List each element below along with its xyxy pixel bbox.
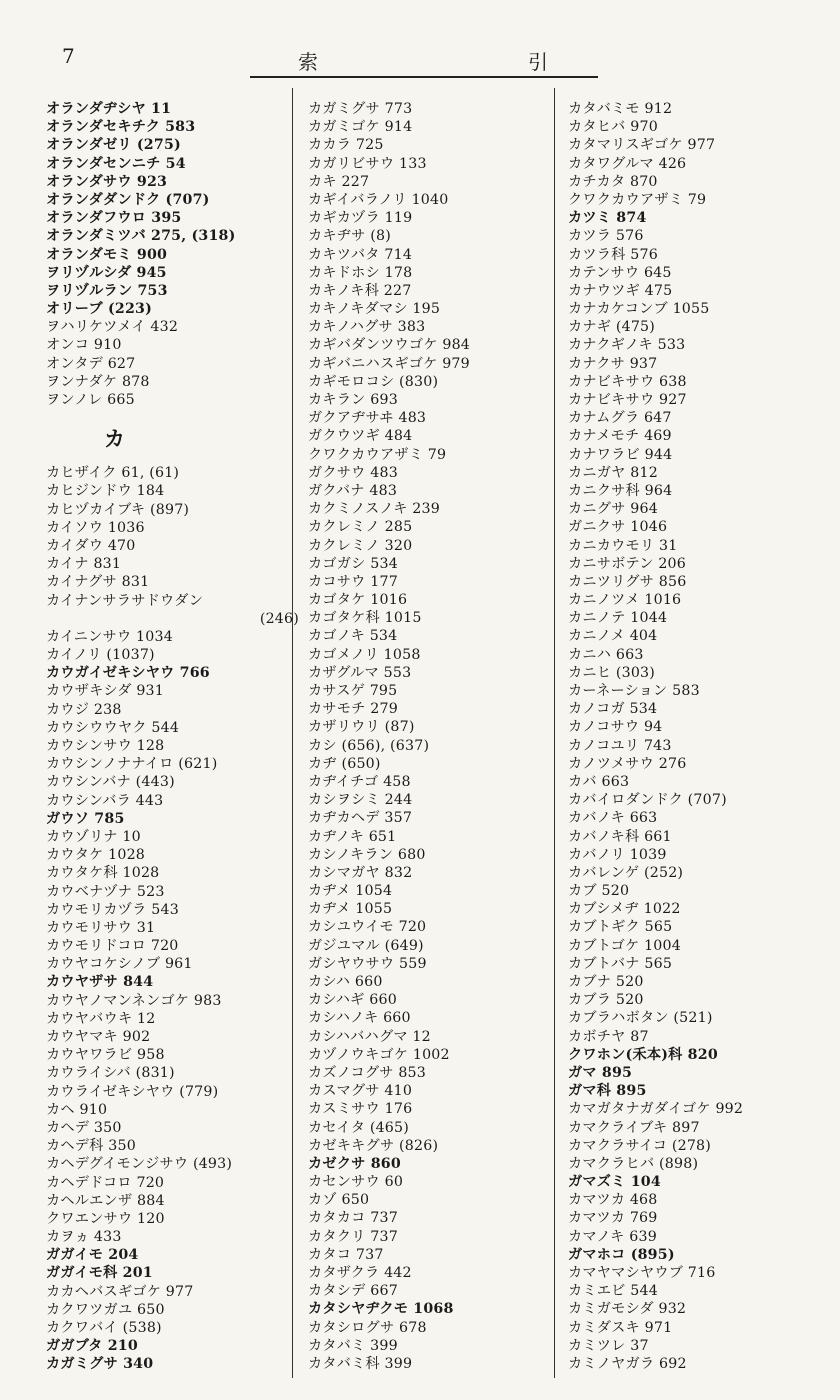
index-entry: オランダヂシヤ 11 [46,101,172,117]
index-entry: カマクライブキ 897 [568,1119,700,1136]
index-entry: カニグサ 964 [568,501,658,518]
index-entry-continuation: (246) [259,610,299,627]
index-entry: カシユウイモ 720 [308,919,427,936]
index-entry: カニノメ 404 [568,628,658,645]
index-entry: カギイバラノリ 1040 [308,191,449,208]
index-entry: カニヒ (303) [568,664,656,681]
index-entry: カニガヤ 812 [568,464,658,481]
index-entry: カイノリ (1037) [46,647,155,664]
index-entry: カクワバイ (538) [46,1320,162,1336]
index-entry: カサモチ 279 [308,701,398,718]
index-entry: カヲヵ 433 [46,1229,122,1246]
index-entry: カキラン 693 [308,392,398,408]
index-entry: カナメモチ 469 [568,428,672,445]
index-entry: オンコ 910 [46,337,122,354]
index-entry: カイソウ 1036 [46,519,145,536]
index-entry: クワクカウアザミ 79 [568,191,707,208]
index-entry: カゴメノリ 1058 [308,646,421,663]
index-entry: カキノハグサ 383 [308,319,426,336]
index-entry: カゴタケ科 1015 [308,610,422,627]
index-entry: カガミゴケ 914 [308,119,413,136]
index-entry: カタカコ 737 [308,1210,398,1227]
index-entry: カブラハボタン (521) [568,1010,713,1027]
index-entry: カバノキ 663 [568,810,658,827]
index-entry: カガリビサウ 133 [308,155,427,172]
index-entry: カヂメ 1055 [308,901,393,918]
index-entry: カーネーション 583 [568,683,700,699]
index-entry: カザグルマ 553 [308,664,412,681]
index-entry: カテンサウ 645 [568,264,672,281]
index-entry: カクレミノ 320 [308,537,413,554]
index-entry: カブナ 520 [568,974,644,990]
index-entry: カゴノキ 534 [308,628,398,645]
index-entry: カバレンゲ (252) [568,864,684,881]
index-entry: カザリウリ (87) [308,719,415,736]
entry-group-o [46,100,301,409]
index-entry: ガガブタ 210 [46,1338,138,1355]
index-entry: カウモリカヅラ 543 [46,901,179,918]
section-heading-ka: カ [104,426,125,452]
index-entry: カマヤマシヤウブ 716 [568,1265,716,1281]
index-entry: オランダセンニチ 54 [46,155,186,172]
index-entry: カタヒバ 970 [568,119,658,136]
index-entry: カナウツギ 475 [568,282,673,299]
index-entry: オンタデ 627 [46,355,136,372]
index-column-2 [308,100,563,1373]
index-entry: カヒザイク 61, (61) [46,465,180,482]
index-entry: カスマグサ 410 [308,1083,413,1100]
index-entry: カゴタケ 1016 [308,592,408,609]
index-entry: カコサウ 177 [308,573,398,590]
index-entry: カウヤコケシノブ 961 [46,956,193,973]
index-entry: カボチヤ 87 [568,1028,649,1045]
index-entry: カミダスキ 971 [568,1319,673,1336]
index-entry: カタバミ 399 [308,1337,398,1354]
index-entry: オランダサウ 923 [46,173,168,190]
index-entry: カウヤザサ 844 [46,974,154,991]
index-entry: オランダセキチク 583 [46,119,196,136]
index-entry: カサスゲ 795 [308,683,398,699]
index-entry: カシノキラン 680 [308,846,426,863]
index-entry: クワクカウアザミ 79 [308,446,447,463]
index-entry: カブトバナ 565 [568,955,673,972]
index-entry: カニノツメ 1016 [568,592,682,609]
index-entry: カタマリスギゴケ 977 [568,137,716,154]
index-entry: カウライシバ (831) [46,1065,175,1082]
index-entry: カマツカ 769 [568,1210,658,1227]
index-entry: カナカケコンブ 1055 [568,301,710,318]
index-entry: カミガモシダ 932 [568,1301,687,1318]
index-entry: カタバミ科 399 [308,1355,413,1372]
index-entry: カスミサウ 176 [308,1101,413,1118]
index-entry: カヒヅカイブキ (897) [46,501,190,518]
index-entry: オランダフウロ 395 [46,210,182,227]
index-entry: カヘデ科 350 [46,1138,136,1155]
index-entry: カツラ 576 [568,228,644,245]
header-title-left-char: 索 [298,50,318,74]
index-entry: カガミグサ 340 [46,1356,154,1373]
index-entry: カウライゼキシヤウ (779) [46,1083,219,1100]
index-entry: カウタケ 1028 [46,847,146,864]
index-entry: カブ 520 [568,883,630,900]
index-entry: カセイタ (465) [308,1119,409,1136]
index-entry: カナクギノキ 533 [568,337,686,354]
index-entry: カゴガシ 534 [308,555,398,572]
index-entry: カブシメヂ 1022 [568,901,681,918]
index-entry: カタクリ 737 [308,1228,398,1245]
index-entry: カシ (656), (637) [308,737,430,754]
index-entry: ヲリヅルシダ 945 [46,264,167,281]
index-column-1 [46,100,301,1374]
index-entry: カヘデグイモンジサウ (493) [46,1156,233,1173]
index-entry: クワエンサウ 120 [46,1210,165,1227]
index-entry: カヘ 910 [46,1101,108,1118]
index-entry: カキノキダマシ 195 [308,301,441,318]
index-entry: ガウソ 785 [46,810,125,827]
index-entry: カクワツガユ 650 [46,1301,165,1318]
index-entry: カウシウウヤク 544 [46,719,180,736]
index-entry: カナクサ 937 [568,355,658,372]
index-entry: ガマ科 895 [568,1083,647,1100]
index-entry: カツミ 874 [568,210,647,227]
index-entry: カクレミノ 285 [308,519,413,536]
index-entry: カミエビ 544 [568,1283,658,1300]
index-entry: カミノヤガラ 692 [568,1355,687,1372]
index-entry: カウヤマキ 902 [46,1029,151,1045]
index-entry: カバイロダンドク (707) [568,792,727,809]
index-entry: カシハバハグマ 12 [308,1028,431,1045]
index-entry: カヂカヘデ 357 [308,810,413,827]
index-entry: カタバミモ 912 [568,101,673,117]
index-entry: ヲリヅルラン 753 [46,282,168,299]
index-entry: オランダゼリ (275) [46,137,181,154]
index-entry: カウシンバナ (443) [46,774,175,791]
index-entry: カニハ 663 [568,646,644,663]
index-entry: カガミグサ 773 [308,101,413,117]
index-entry: カナビキサウ 927 [568,392,687,408]
index-entry: カキドホシ 178 [308,264,413,281]
index-entry: ガクバナ 483 [308,482,398,499]
index-entry: オランダダンドク (707) [46,191,210,208]
index-entry: カシハノキ 660 [308,1010,411,1027]
index-entry: ガクアヂサヰ 483 [308,410,427,427]
index-entry: カツラ科 576 [568,246,658,263]
index-entry: カカヘバスギゴケ 977 [46,1283,194,1300]
index-entry: カセンサウ 60 [308,1174,404,1191]
index-entry: ヲンノレ 665 [46,392,135,408]
index-entry: カウシンバラ 443 [46,792,164,809]
index-entry: ヲンナダケ 878 [46,373,150,390]
index-entry: カナムグラ 647 [568,410,672,427]
index-entry: カシマガヤ 832 [308,864,413,881]
index-entry: カヘデ 350 [46,1119,122,1136]
index-entry: カギカヅラ 119 [308,210,413,227]
index-entry: カニノテ 1044 [568,610,668,627]
index-entry: カカラ 725 [308,137,384,154]
index-entry: ガジユマル (649) [308,937,424,954]
index-entry: カズノコグサ 853 [308,1064,427,1081]
index-entry: ヲハリケツメイ 432 [46,319,179,336]
index-entry: カバノリ 1039 [568,846,667,863]
index-entry: カヘデドコロ 720 [46,1174,165,1191]
index-entry: カギモロコシ (830) [308,373,439,390]
index-entry: カタシヤヂクモ 1068 [308,1301,454,1318]
index-entry: カクミノスノキ 239 [308,501,440,518]
index-entry: ガクサウ 483 [308,464,398,481]
index-entry: カニクサ科 964 [568,482,673,499]
index-entry: カニカウモリ 31 [568,537,678,554]
index-entry: オリーブ (223) [46,301,153,318]
index-entry: カキ 227 [308,173,370,190]
index-entry: カウシンノナナイロ (621) [46,756,218,773]
index-entry: オランダミツバ 275, (318) [46,228,236,245]
index-entry: カバ 663 [568,773,630,790]
index-entry: カノコユリ 743 [568,737,672,754]
index-entry: カウヤワラビ 958 [46,1047,165,1064]
index-entry: クワホン(禾本)科 820 [568,1046,718,1063]
index-entry: カブトギク 565 [568,919,673,936]
index-entry: カイダウ 470 [46,537,136,554]
index-entry: カギバニハスギゴケ 979 [308,355,470,372]
index-entry: カキヂサ (8) [308,228,391,245]
index-entry: カウヤノマンネンゴケ 983 [46,992,222,1009]
index-entry: カタシログサ 678 [308,1319,427,1336]
index-entry: カヒジンドウ 184 [46,483,165,500]
index-entry: ガマホコ (895) [568,1246,675,1263]
index-entry: カヅノウキゴケ 1002 [308,1046,450,1063]
index-entry: カタザクラ 442 [308,1265,412,1281]
index-entry: カウザキシダ 931 [46,683,165,700]
index-entry: カマツカ 468 [568,1192,658,1209]
index-entry: カミツレ 37 [568,1337,649,1354]
index-entry: カイナ 831 [46,556,122,573]
index-entry: カマクラサイコ (278) [568,1137,712,1154]
index-entry: カヂノキ 651 [308,828,397,845]
index-entry: カノツメサウ 276 [568,755,687,772]
index-entry: カタワグルマ 426 [568,155,687,172]
index-entry: カシヲシミ 244 [308,792,413,809]
index-entry: ガマズミ 104 [568,1174,661,1191]
index-entry: カキノキ科 227 [308,282,412,299]
index-entry: カバノキ科 661 [568,828,672,845]
index-entry: カウベナヅナ 523 [46,883,165,900]
index-entry: カシハ 660 [308,974,383,990]
index-entry: カノコサウ 94 [568,719,663,736]
page-number: 7 [62,44,75,68]
index-entry: カウモリドコロ 720 [46,938,179,955]
index-entry: カゾ 650 [308,1192,370,1209]
index-entry: カゼクサ 860 [308,1155,401,1172]
index-entry: カイナグサ 831 [46,574,150,591]
header-title-right-char: 引 [528,50,548,74]
index-entry: カニツリグサ 856 [568,573,687,590]
index-entry: オランダモミ 900 [46,246,168,263]
index-entry: カウシンサウ 128 [46,738,165,754]
index-entry: カウヤバウキ 12 [46,1010,156,1027]
index-entry: ガシヤウサウ 559 [308,955,427,972]
index-entry: カシハギ 660 [308,992,397,1009]
index-entry: カマガタナガダイゴケ 992 [568,1101,744,1118]
index-entry: カウガイゼキシヤウ 766 [46,665,210,682]
index-entry: カマクラヒバ (898) [568,1155,699,1172]
index-entry: カイナンサラサドウダン [46,592,204,609]
index-entry: カキツバタ 714 [308,246,413,263]
index-entry: ガニクサ 1046 [568,519,668,536]
index-entry: カギバダンツウゴケ 984 [308,337,471,354]
index-entry: カナビキサウ 638 [568,373,687,390]
index-entry: カヂ (650) [308,755,381,772]
index-entry: カタシデ 667 [308,1283,398,1300]
index-entry: カゼキキグサ (826) [308,1137,439,1154]
index-entry: カブラ 520 [568,992,644,1009]
index-entry: カブトゴケ 1004 [568,937,681,954]
index-entry: ガガイモ科 201 [46,1265,153,1282]
header-rule [250,76,598,78]
index-entry: ガマ 895 [568,1064,633,1081]
index-entry: ガクウツギ 484 [308,428,413,445]
index-entry: カナギ (475) [568,319,656,336]
index-entry: カヘルエンザ 884 [46,1192,165,1209]
index-entry: カウタケ科 1028 [46,865,160,882]
index-entry: カノコガ 534 [568,701,658,718]
index-entry: カウジ 238 [46,701,122,718]
index-entry: カヂメ 1054 [308,883,393,900]
index-entry: カマノキ 639 [568,1228,657,1245]
index-entry: カウゾリナ 10 [46,828,141,845]
index-entry: カイニンサウ 1034 [46,628,173,645]
index-entry: カウモリサウ 31 [46,919,156,936]
index-entry: カチカタ 870 [568,173,658,190]
index-entry: カニサボテン 206 [568,555,687,572]
index-entry: カナワラビ 944 [568,446,673,463]
index-entry: カタコ 737 [308,1246,384,1263]
index-entry: カヂイチゴ 458 [308,773,411,790]
entry-group-ka [46,464,301,1373]
index-entry: ガガイモ 204 [46,1247,139,1264]
index-column-3 [568,100,823,1373]
